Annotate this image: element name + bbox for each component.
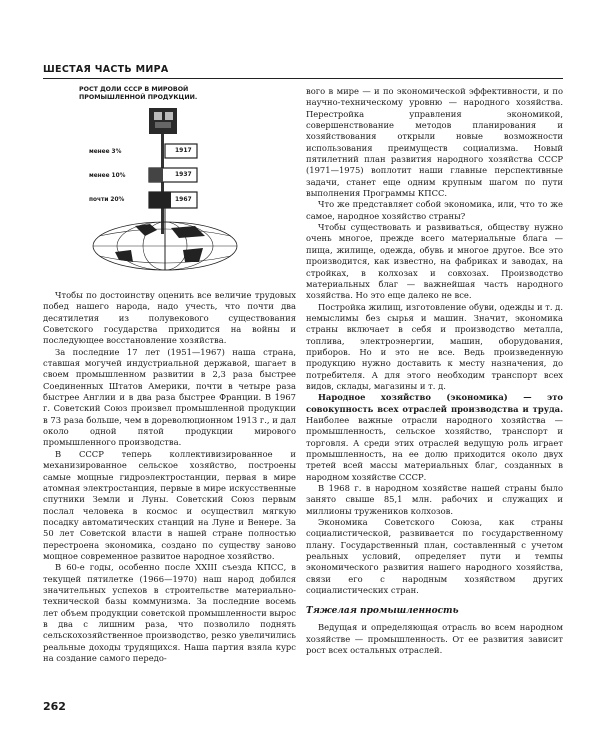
share-label-1937: менее 10% bbox=[89, 173, 126, 179]
paragraph: вого в мире — и по экономической эффективности, и по научно-техническому уровню — народного хозяйства. Перестройка управления экономикой, совершенствование методов планирования и хозяйствования открыли новые возможности использования преимуществ социализма. Новый пятилетний план развития народного хозяйства СССР (1971—1975) воплотит наши главные перспективные задачи, станет еще одним крупным шагом по пути выполнения Программы КПСС. bbox=[306, 86, 563, 199]
definition-rest: Наиболее важные отрасли народного хозяйства — промышленность, сельское хозяйство, транспорт и торговля. А среди этих отраслей ведущую роль играет промышленность, на ее долю приходится около двух третей всей массы материальных благ, созданных в народном хозяйстве СССР. bbox=[306, 414, 563, 482]
figure-title: РОСТ ДОЛИ СССР В МИРОВОЙ ПРОМЫШЛЕННОЙ ПРОДУКЦИИ. bbox=[79, 86, 198, 101]
industrial-share-figure bbox=[75, 86, 255, 286]
paragraph: Ведущая и определяющая отрасль во всем народном хозяйстве — промышленность. От ее развития зависит рост всех остальных отраслей. bbox=[306, 622, 563, 656]
paragraph: Что же представляет собой экономика, или, что то же самое, народное хозяйство страны? bbox=[306, 199, 563, 221]
paragraph: В 60-е годы, особенно после XXIII съезда КПСС, в текущей пятилетке (1966—1970) наш народ добился значительных успехов в строительстве материально-технической базы коммунизма. За последние восемь лет объем продукции советской промышленности вырос в два с лишним раза, что позволило поднять сельскохозяйственное производство, резко увеличились реальные доходы трудящихся. Наша партия взяла курс на создание самого передо- bbox=[43, 562, 296, 663]
year-1967: 1967 bbox=[175, 196, 192, 203]
factory-block-icon bbox=[149, 108, 177, 134]
pillar bbox=[161, 134, 164, 234]
paragraph: Экономика Советского Союза, как страны социалистической, развивается по государственному плану. Государственный план, составленный с учетом реальных условий, определяет пути и темпы экономического развития нашего народного хозяйства, связи его с народным хозяйством других социалистических стран. bbox=[306, 517, 563, 596]
paragraph: За последние 17 лет (1951—1967) наша страна, ставшая могучей индустриальной державой, шагает в своем промышленном развитии в 2,3 раза быстрее Соединенных Штатов Америки, почти в четыре раза быстрее Англии и в два раза быстрее Франции. В 1967 г. Советский Союз произвел промышленной продукции в 73 раза больше, чем в дореволюционном 1913 г., и дал около одной пятой продукции мирового промышленного производства. bbox=[43, 346, 296, 448]
right-column bbox=[306, 86, 563, 657]
section-heading: Тяжелая промышленность bbox=[306, 606, 459, 617]
left-column bbox=[43, 290, 296, 664]
definition-bold: Народное хозяйство (экономика) — это совокупность всех отраслей производства и труда. bbox=[306, 392, 563, 414]
paragraph: В СССР теперь коллективизированное и механизированное сельское хозяйство, построены самые мощные гидроэлектростанции, первая в мире атомная электростанция, первые в мире искусственные спутники Земли и Луны. Советский Союз первым послал человека в космос и осуществил мягкую посадку автоматических станций на Луне и Венере. За 50 лет Советской власти в нашей стране полностью перестроена экономика, создано по существу заново мощное современное развитое народное хозяйство. bbox=[43, 448, 296, 561]
share-label-1917: менее 3% bbox=[89, 149, 122, 155]
page-number: 262 bbox=[43, 700, 66, 713]
header-rule bbox=[43, 78, 563, 79]
paragraph: Постройка жилищ, изготовление обуви, одежды и т. д. немыслимы без сырья и машин. Значит, экономика страны включает в себя и производство металла, топлива, электроэнергии, машин, оборудования, приборов. Но и это не все. Ведь произведенную продукцию нужно доставить к месту назначения, до потребителя. А для этого необходим транспорт всех видов, склады, магазины и т. д. bbox=[306, 301, 563, 391]
year-1917: 1917 bbox=[175, 147, 192, 154]
paragraph: Чтобы по достоинству оценить все величие трудовых побед нашего народа, надо учесть, что почти два десятилетия из полувекового существования Советского государства приходится на войны и последующее восстановление хозяйства. bbox=[43, 290, 296, 346]
figure-illustration bbox=[75, 86, 255, 286]
running-title: ШЕСТАЯ ЧАСТЬ МИРА bbox=[43, 64, 169, 75]
paragraph: В 1968 г. в народном хозяйстве нашей страны было занято свыше 85,1 млн. рабочих и служащих и миллионы тружеников колхозов. bbox=[306, 483, 563, 516]
paragraph: Чтобы существовать и развиваться, обществу нужно очень многое, прежде всего материальные блага — пища, жилище, одежда, обувь и многое другое. Все это производится, как известно, на фабриках и заводах, на стройках, в колхозах и совхозах. Производство материальных благ — важнейшая часть народного хозяйства. Но это еще далеко не все. bbox=[306, 222, 563, 301]
share-label-1967: почти 20% bbox=[89, 197, 125, 203]
year-1937: 1937 bbox=[175, 171, 192, 178]
definition-paragraph bbox=[306, 392, 563, 483]
